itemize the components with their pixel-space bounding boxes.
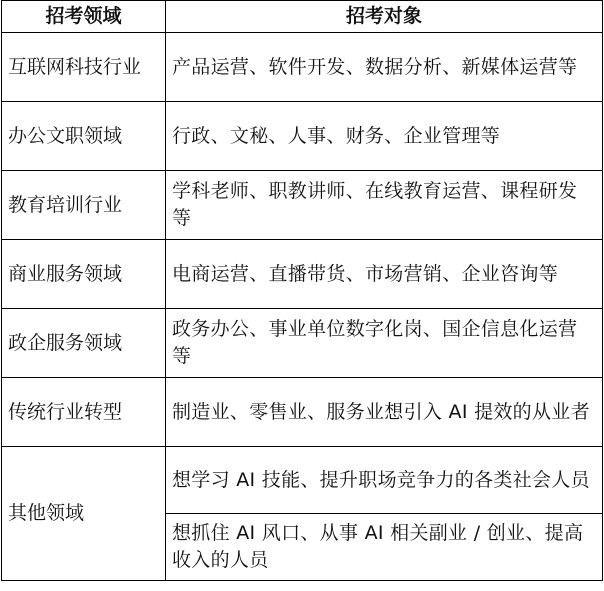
row-target: 政务办公、事业单位数字化岗、国企信息化运营等 (166, 309, 603, 378)
table-row-other (2, 447, 603, 514)
row-target: 行政、文秘、人事、财务、企业管理等 (166, 102, 603, 171)
table-row (2, 309, 603, 378)
row-target: 产品运营、软件开发、数据分析、新媒体运营等 (166, 33, 603, 102)
row-field: 政企服务领域 (2, 309, 166, 378)
header-field: 招考领域 (2, 1, 166, 33)
row-field: 办公文职领域 (2, 102, 166, 171)
row-target: 电商运营、直播带货、市场营销、企业咨询等 (166, 240, 603, 309)
row-field: 传统行业转型 (2, 378, 166, 447)
row-field: 教育培训行业 (2, 171, 166, 240)
other-target-1: 想学习 AI 技能、提升职场竞争力的各类社会人员 (166, 447, 603, 514)
table-row (2, 378, 603, 447)
row-field: 商业服务领域 (2, 240, 166, 309)
row-field: 互联网科技行业 (2, 33, 166, 102)
table-row (2, 171, 603, 240)
recruitment-table (1, 0, 603, 581)
other-field: 其他领域 (2, 447, 166, 581)
header-target: 招考对象 (166, 1, 603, 33)
table-row (2, 240, 603, 309)
table-row (2, 102, 603, 171)
row-target: 制造业、零售业、服务业想引入 AI 提效的从业者 (166, 378, 603, 447)
row-target: 学科老师、职教讲师、在线教育运营、课程研发等 (166, 171, 603, 240)
other-target-2: 想抓住 AI 风口、从事 AI 相关副业 / 创业、提高收入的人员 (166, 514, 603, 581)
table-row (2, 33, 603, 102)
table-header-row (2, 1, 603, 33)
